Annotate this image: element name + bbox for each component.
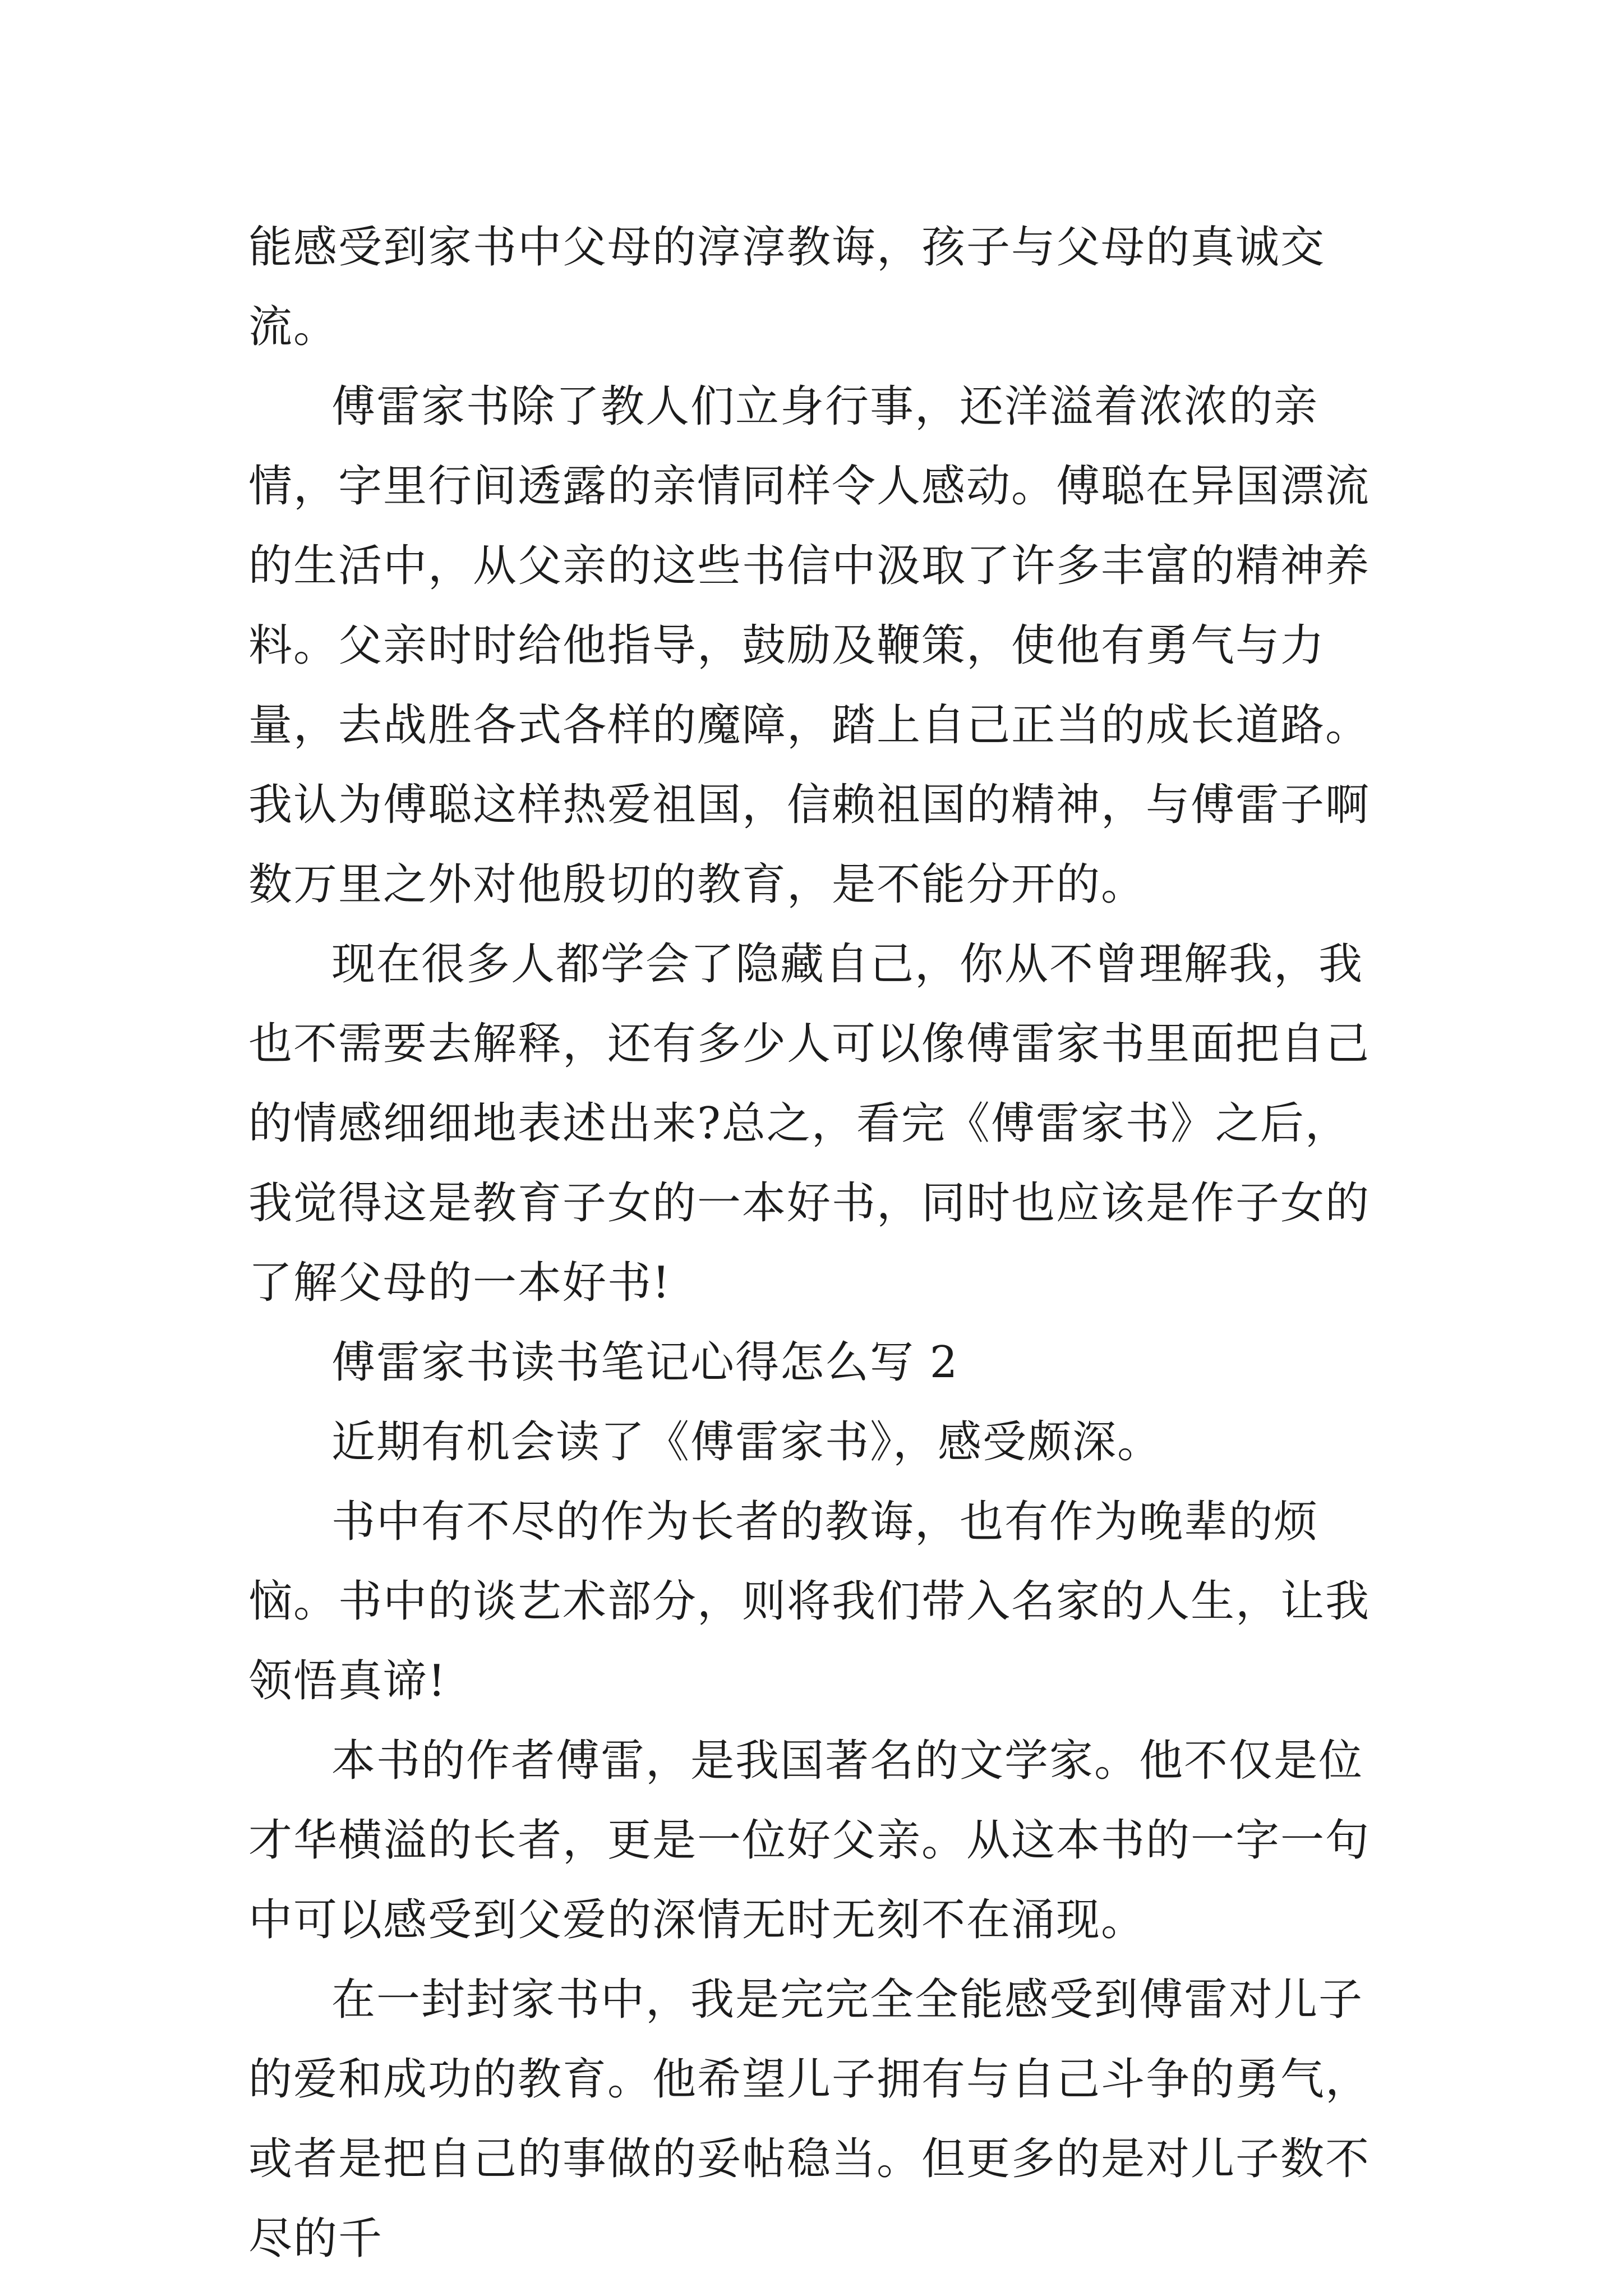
- document-body: [248, 208, 1393, 2279]
- paragraph-1: 能感受到家书中父母的淳淳教诲，孩子与父母的真诚交流。: [248, 222, 1326, 352]
- paragraph-6: 本书的作者傅雷，是我国著名的文学家。他不仅是位才华横溢的长者，更是一位好父亲。从这本书的一字一句中可以感受到父爱的深情无时无刻不在涌现。: [248, 1736, 1371, 1945]
- paragraph-4: 近期有机会读了《傅雷家书》，感受颇深。: [331, 1417, 1163, 1467]
- paragraph-3: 现在很多人都学会了隐藏自己，你从不曾理解我，我也不需要去解释，还有多少人可以像傅雷家书里面把自己的情感细细地表述出来?总之，看完《傅雷家书》之后，我觉得这是教育子女的一本好书，同时也应该是作子女的了解父母的一本好书!: [248, 939, 1371, 1308]
- paragraph-5: 书中有不尽的作为长者的教诲，也有作为晚辈的烦恼。书中的谈艺术部分，则将我们带入名家的人生，让我领悟真谛!: [248, 1497, 1371, 1706]
- paragraph-2: 傅雷家书除了教人们立身行事，还洋溢着浓浓的亲情，字里行间透露的亲情同样令人感动。傅聪在异国漂流的生活中，从父亲的这些书信中汲取了许多丰富的精神养料。父亲时时给他指导，鼓励及鞭策，使他有勇气与力量，去战胜各式各样的魔障，踏上自己正当的成长道路。我认为傅聪这样热爱祖国，信赖祖国的精神，与傅雷子啊数万里之外对他殷切的教育，是不能分开的。: [248, 381, 1371, 910]
- section-heading: 傅雷家书读书笔记心得怎么写 2: [331, 1337, 959, 1388]
- paragraph-7: 在一封封家书中，我是完完全全能感受到傅雷对儿子的爱和成功的教育。他希望儿子拥有与自己斗争的勇气，或者是把自己的事做的妥帖稳当。但更多的是对儿子数不尽的千: [248, 1975, 1371, 2264]
